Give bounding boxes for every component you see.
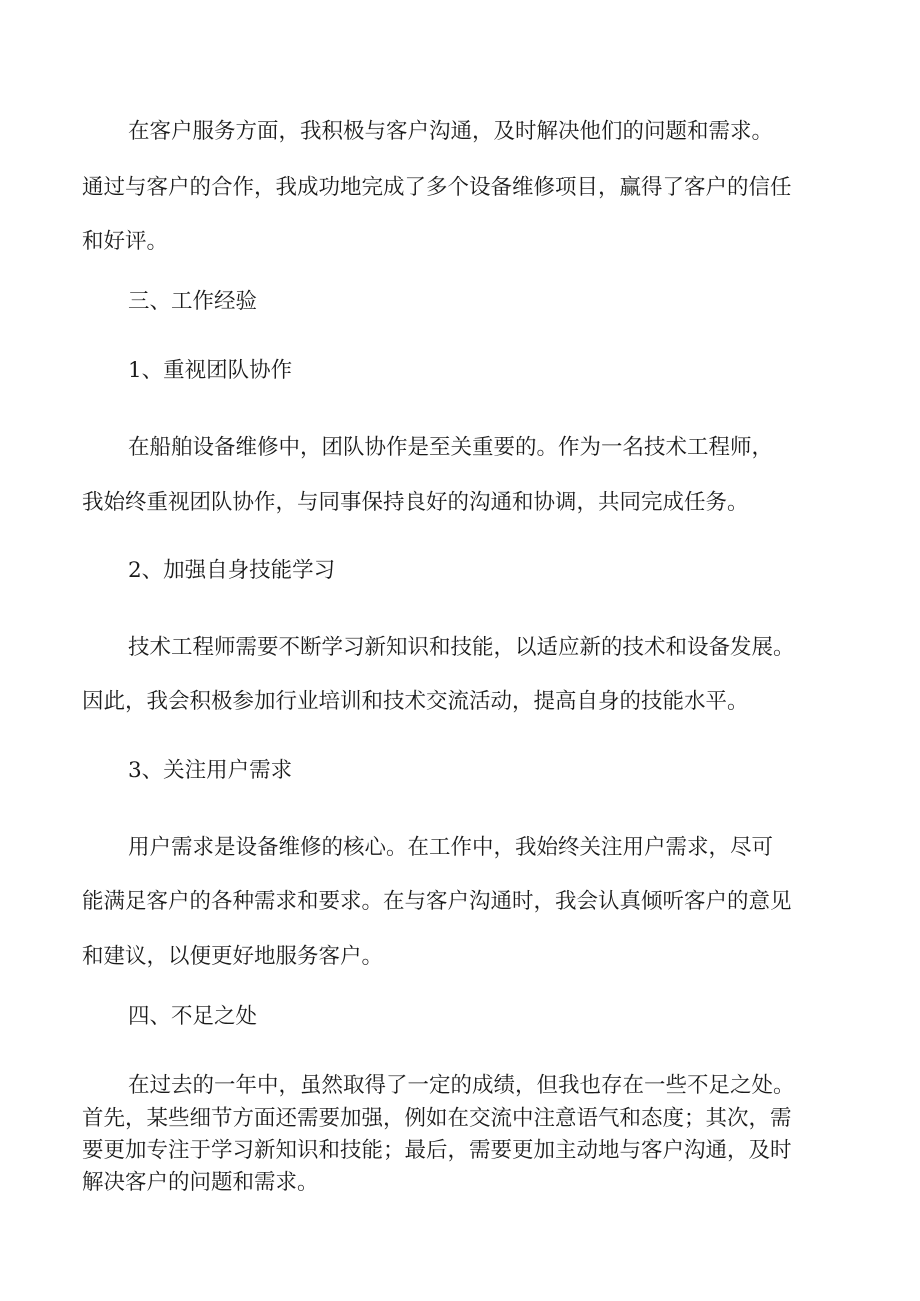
paragraph-shortcomings-line-4: 解决客户的问题和需求。 xyxy=(82,1170,319,1195)
section-heading-work-experience: 三、工作经验 xyxy=(128,289,258,314)
paragraph-skill-learning-line-2: 因此，我会积极参加行业培训和技术交流活动，提高自身的技能水平。 xyxy=(82,689,749,714)
paragraph-customer-service-line-3: 和好评。 xyxy=(82,229,169,254)
paragraph-shortcomings-line-2: 首先，某些细节方面还需要加强，例如在交流中注意语气和态度；其次，需 xyxy=(82,1106,792,1131)
paragraph-user-needs-line-1: 用户需求是设备维修的核心。在工作中，我始终关注用户需求，尽可 xyxy=(128,835,774,860)
paragraph-teamwork-line-1: 在船舶设备维修中，团队协作是至关重要的。作为一名技术工程师， xyxy=(128,435,774,460)
paragraph-customer-service-line-2: 通过与客户的合作，我成功地完成了多个设备维修项目，赢得了客户的信任 xyxy=(82,175,792,200)
paragraph-customer-service-line-1: 在客户服务方面，我积极与客户沟通，及时解决他们的问题和需求。 xyxy=(128,119,774,144)
paragraph-shortcomings-line-1: 在过去的一年中，虽然取得了一定的成绩，但我也存在一些不足之处。 xyxy=(128,1073,795,1098)
paragraph-user-needs-line-2: 能满足客户的各种需求和要求。在与客户沟通时，我会认真倾听客户的意见 xyxy=(82,889,792,914)
subheading-teamwork: 1、重视团队协作 xyxy=(128,358,293,383)
paragraph-shortcomings-line-3: 要更加专注于学习新知识和技能；最后，需要更加主动地与客户沟通，及时 xyxy=(82,1138,792,1163)
paragraph-skill-learning-line-1: 技术工程师需要不断学习新知识和技能，以适应新的技术和设备发展。 xyxy=(128,635,795,660)
subheading-user-needs: 3、关注用户需求 xyxy=(128,758,293,783)
paragraph-user-needs-line-3: 和建议，以便更好地服务客户。 xyxy=(82,944,384,969)
paragraph-teamwork-line-2: 我始终重视团队协作，与同事保持良好的沟通和协调，共同完成任务。 xyxy=(82,490,749,515)
subheading-skill-learning: 2、加强自身技能学习 xyxy=(128,558,336,583)
section-heading-shortcomings: 四、不足之处 xyxy=(128,1004,258,1029)
